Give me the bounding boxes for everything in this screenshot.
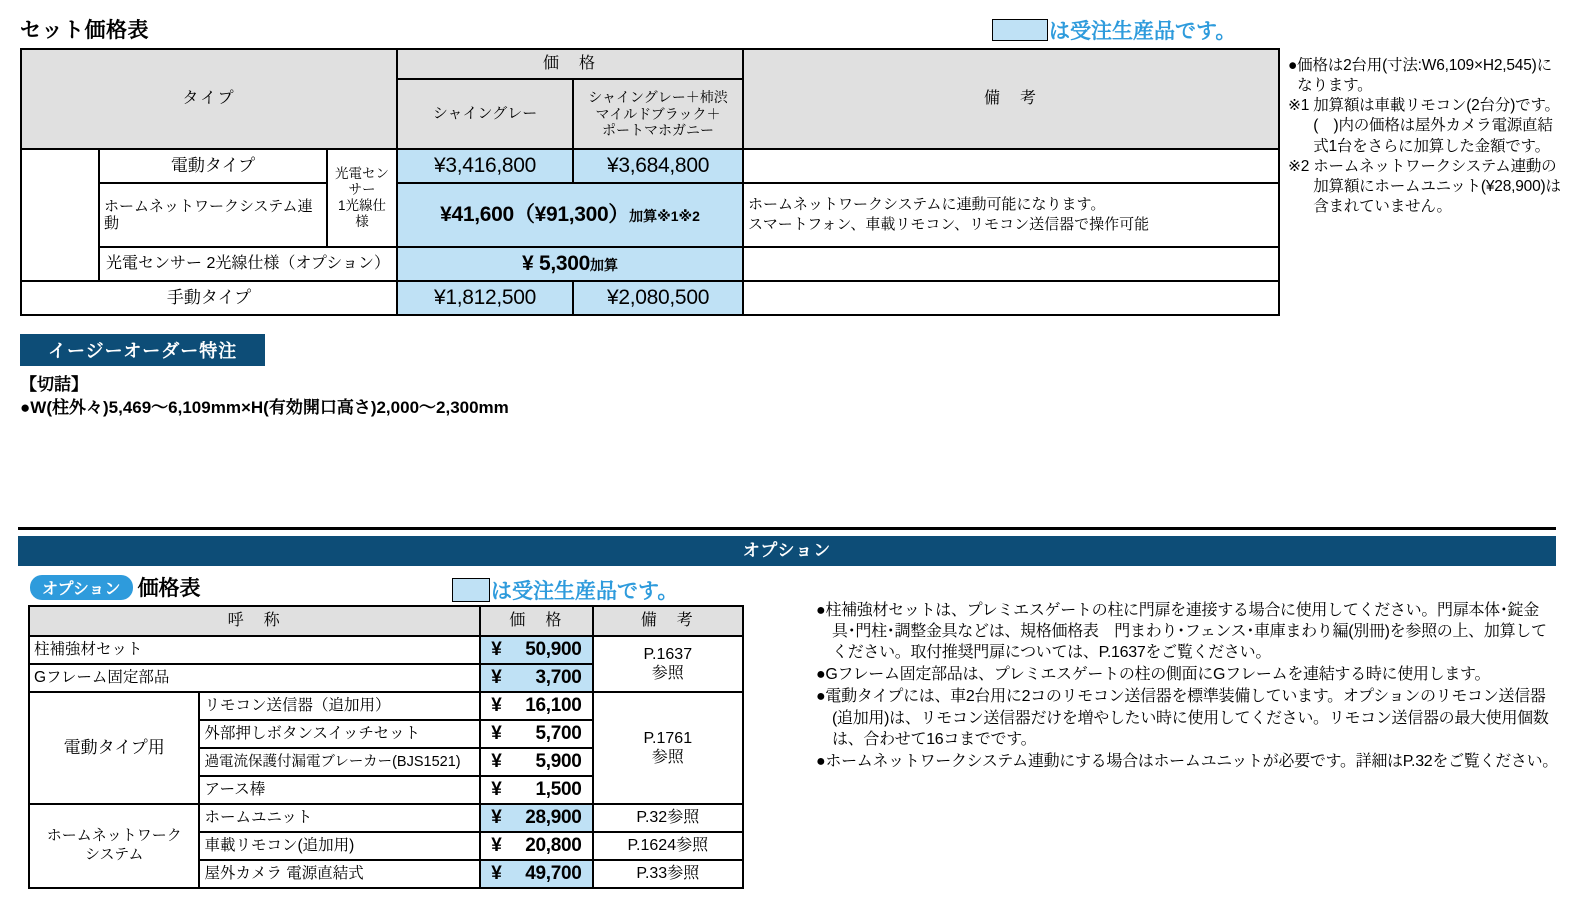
made-to-order-legend (992, 15, 1236, 45)
table-row (21, 247, 1279, 281)
price-electric-multicolor: ¥3,684,800 (573, 149, 743, 183)
yen-symbol: ¥ (491, 835, 502, 857)
section-divider (18, 527, 1556, 530)
opt-remark-vehicle-remote: P.1624参照 (593, 832, 743, 860)
price-value: 20,800 (525, 835, 582, 857)
col-header-type: タイプ (21, 49, 397, 149)
side-note-text: 価格は2台用(寸法:W6,109×H2,545)になります。 (1297, 57, 1552, 95)
price-manual-shinegray: ¥1,812,500 (397, 281, 573, 315)
opt-remark-p1761 (593, 692, 743, 804)
side-note-item (1288, 56, 1564, 96)
table-row (21, 149, 1279, 183)
opt-price-remote-transmitter (480, 692, 592, 720)
remark-line-1: ホームネットワークシステムに連動可能になります。 (748, 195, 1106, 213)
option-price-title: 価格表 (137, 577, 201, 600)
opt-price-gframe-fixing-part (480, 664, 592, 692)
option-note-item: ●ホームネットワークシステム連動にする場合はホームユニットが必要です。詳細はP.32をご覧ください。 (816, 752, 1558, 770)
option-note-item: ●電動タイプには、車2台用に2コのリモコン送信器を標準装備しています。オプションのリモコン送信器(追加用)は、リモコン送信器だけを増やしたい時に使用してください。リモコン送信器の最大使用個数は、合わせて16コまでです。 (816, 688, 1549, 748)
multicolor-line-3: ポートマホガニー (602, 122, 715, 139)
opt-name-external-pushbutton-switch-set: 外部押しボタンスイッチセット (199, 720, 480, 748)
remark-line-2: スマートフォン、車載リモコン、リモコン送信器で操作可能 (748, 216, 1150, 233)
option-note-item: ●柱補強材セットは、プレミエスゲートの柱に門扉を連接する場合に使用してください。門扉本体･錠金具･門柱･調整金具などは、規格価格表 門まわり･フェンス･車庫まわり編(別冊)を参照の上、加算してください。取付推奨門扉については、P.1637をご覧ください。 (816, 602, 1547, 662)
side-note-marker: ● (1288, 57, 1298, 74)
side-note-text: ホームネットワークシステム連動の加算額にホームユニット(¥28,900)は含まれていません。 (1313, 157, 1561, 215)
side-note-item (1288, 157, 1564, 217)
col-header-price-group: 価 格 (397, 49, 743, 79)
yen-symbol: ¥ (491, 779, 502, 801)
opt-price-earth-rod (480, 776, 592, 804)
table-row (29, 804, 743, 832)
option-table-header-row (29, 606, 743, 636)
price-value: 5,700 (535, 723, 582, 745)
group-line-1: ホームネットワーク (46, 827, 182, 845)
yen-symbol: ¥ (491, 639, 502, 661)
option-pill-badge: オプション (30, 575, 133, 600)
opt-name-earth-leakage-breaker: 過電流保護付漏電ブレーカー(BJS1521) (199, 748, 480, 776)
remark-line-2: 参照 (651, 665, 684, 682)
yen-symbol: ¥ (491, 863, 502, 885)
opt-remark-home-unit: P.32参照 (593, 804, 743, 832)
price-home-network-main: ¥41,600（¥91,300） (440, 202, 630, 226)
opt-name-outdoor-camera: 屋外カメラ 電源直結式 (199, 860, 480, 888)
price-value: 3,700 (535, 667, 582, 689)
table-row (29, 692, 743, 720)
opt-price-post-reinforce-set (480, 636, 592, 664)
col-header-price-shinegray: シャイングレー (397, 79, 573, 149)
opt-name-vehicle-remote: 車載リモコン(追加用) (199, 832, 480, 860)
remark-line-1: P.1637 (643, 645, 693, 663)
opt-name-gframe-fixing-part: Gフレーム固定部品 (29, 664, 480, 692)
price-value: 49,700 (525, 863, 582, 885)
table-row (21, 281, 1279, 315)
multicolor-line-1: シャイングレー＋柿渋 (588, 88, 728, 105)
remark-electric (743, 149, 1279, 183)
opt-price-external-pushbutton-switch-set (480, 720, 592, 748)
easy-order-subtitle: 【切詰】 (20, 375, 88, 394)
yen-symbol: ¥ (491, 751, 502, 773)
opt-name-home-unit: ホームユニット (199, 804, 480, 832)
table-row (21, 183, 1279, 247)
side-note-marker: ※1 (1288, 97, 1310, 115)
row-label-electric-type: 電動タイプ (99, 149, 327, 183)
yen-symbol: ¥ (491, 695, 502, 717)
opt-name-post-reinforce-set: 柱補強材セット (29, 636, 480, 664)
opt-group-electric-type: 電動タイプ用 (29, 692, 199, 804)
price-value: 16,100 (525, 695, 582, 717)
opt-name-earth-rod: アース棒 (199, 776, 480, 804)
opt-price-outdoor-camera (480, 860, 592, 888)
option-price-table (28, 605, 744, 889)
group-cell-electric-spacer (21, 149, 99, 281)
opt-remark-p1637 (593, 636, 743, 692)
made-to-order-swatch (992, 19, 1048, 41)
remark-home-network-link (743, 183, 1279, 247)
sensor-line-1: 光電センサー (335, 165, 389, 197)
group-line-2: システム (84, 846, 144, 863)
option-made-to-order-legend (452, 575, 678, 605)
set-price-table (20, 48, 1280, 316)
opt-price-home-unit (480, 804, 592, 832)
option-notes (816, 600, 1558, 772)
price-value: 1,500 (535, 779, 582, 801)
page-title: セット価格表 (20, 19, 149, 42)
side-note-text: 加算額は車載リモコン(2台分)です。( )内の価格は屋外カメラ電源直結式1台をさらに加算した金額です。 (1313, 97, 1560, 155)
option-made-to-order-legend-text: は受注生産品です。 (491, 580, 679, 603)
sensor-line-2: 1光線仕様 (338, 198, 387, 230)
easy-order-spec: ●W(柱外々)5,469～6,109mm×H(有効開口高さ)2,000～2,300mm (20, 397, 509, 417)
remark-photo-sensor-2beam (743, 247, 1279, 281)
row-label-home-network-link: ホームネットワークシステム連動 (99, 183, 327, 247)
price-home-network-link (397, 183, 743, 247)
easy-order-badge: イージーオーダー特注 (20, 334, 265, 366)
multicolor-line-2: マイルドブラック＋ (595, 105, 721, 122)
row-label-manual-type: 手動タイプ (21, 281, 397, 315)
side-note-marker: ※2 (1288, 157, 1310, 175)
easy-order-section (20, 334, 509, 420)
row-label-photo-sensor-2beam: 光電センサー 2光線仕様（オプション） (99, 247, 397, 281)
opt-remark-outdoor-camera: P.33参照 (593, 860, 743, 888)
price-value: 28,900 (525, 807, 582, 829)
yen-symbol: ¥ (491, 667, 502, 689)
opt-col-header-name: 呼 称 (29, 606, 480, 636)
opt-col-header-remarks: 備 考 (593, 606, 743, 636)
col-header-price-multicolor (573, 79, 743, 149)
made-to-order-legend-text: は受注生産品です。 (1049, 20, 1237, 43)
opt-group-home-network-system (29, 804, 199, 888)
price-electric-shinegray: ¥3,416,800 (397, 149, 573, 183)
opt-price-vehicle-remote (480, 832, 592, 860)
opt-name-remote-transmitter: リモコン送信器（追加用） (199, 692, 480, 720)
option-made-to-order-swatch (452, 578, 490, 602)
yen-symbol: ¥ (491, 807, 502, 829)
price-value: 50,900 (525, 639, 582, 661)
option-table-wrap (28, 605, 744, 889)
remark-line-1: P.1761 (643, 729, 693, 747)
price-manual-multicolor: ¥2,080,500 (573, 281, 743, 315)
option-note-item: ●Gフレーム固定部品は、プレミエスゲートの柱の側面にGフレームを連結する時に使用します。 (816, 666, 1491, 684)
price-2beam-main: ¥ 5,300 (522, 251, 590, 275)
table-header-row (21, 49, 1279, 79)
row-label-photo-sensor-1beam (327, 149, 397, 247)
set-price-side-notes (1288, 56, 1564, 217)
price-2beam-suffix: 加算 (590, 256, 618, 273)
price-home-network-suffix: 加算※1※2 (629, 207, 700, 224)
opt-col-header-price: 価 格 (480, 606, 592, 636)
side-note-item (1288, 96, 1564, 156)
yen-symbol: ¥ (491, 723, 502, 745)
col-header-remarks: 備 考 (743, 49, 1279, 149)
price-value: 5,900 (535, 751, 582, 773)
remark-manual (743, 281, 1279, 315)
opt-price-earth-leakage-breaker (480, 748, 592, 776)
remark-line-2: 参照 (651, 749, 684, 766)
option-price-heading (30, 572, 201, 602)
set-price-table-wrap (20, 48, 1280, 316)
price-photo-sensor-2beam (397, 247, 743, 281)
option-band-title: オプション (18, 536, 1556, 566)
table-row (29, 636, 743, 664)
